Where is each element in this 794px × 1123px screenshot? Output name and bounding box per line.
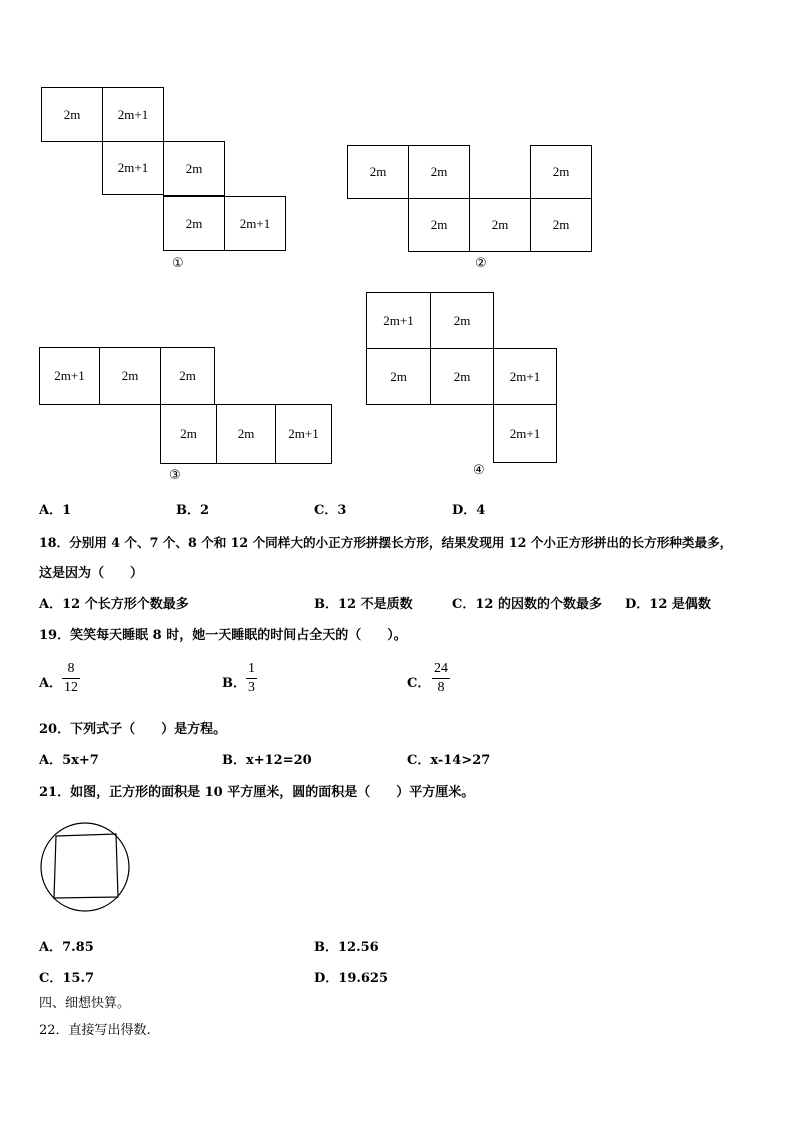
fraction-numerator: 1	[248, 661, 255, 676]
net2-cell-6: 2m	[530, 198, 592, 252]
q19-option-a-fraction	[62, 660, 80, 697]
net3-cell-1: 2m+1	[39, 347, 100, 405]
net2-label: ②	[475, 256, 487, 271]
q19-stem: 19．笑笑每天睡眠 8 时，她一天睡眠的时间占全天的（ ）。	[39, 628, 407, 643]
net3-cell-5: 2m	[216, 404, 276, 464]
q17-option-c: C．3	[314, 503, 347, 518]
net3-cell-3: 2m	[160, 347, 215, 405]
q20-option-b: B．x+12=20	[222, 753, 312, 768]
q18-stem-line1: 18．分别用 4 个、7 个、8 个和 12 个同样大的小正方形拼摆长方形，结果发现用 12 个小正方形拼出的长方形种类最多，	[39, 535, 733, 550]
q17-option-a: A．1	[39, 503, 72, 518]
net3-cell-4: 2m	[160, 404, 217, 464]
q17-option-b: B．2	[176, 503, 210, 518]
q18-option-b: B．12 不是质数	[314, 597, 413, 612]
net1-label: ①	[172, 256, 184, 271]
q19-option-b-letter: B．	[222, 676, 246, 691]
net1-cell-1: 2m	[41, 87, 103, 142]
net2-cell-2: 2m	[408, 145, 470, 199]
q19-option-c-fraction	[432, 660, 450, 697]
q17-option-d: D．4	[452, 503, 486, 518]
fraction-denominator: 3	[248, 680, 255, 695]
q19-option-c-letter: C．	[407, 676, 431, 691]
q21-option-a: A．7.85	[39, 940, 94, 955]
net2-cell-5: 2m	[469, 198, 531, 252]
net3-cell-2: 2m	[99, 347, 161, 405]
fraction-denominator: 8	[437, 680, 445, 695]
net4-cell-1: 2m+1	[366, 292, 431, 349]
square-in-circle-figure	[38, 820, 132, 914]
net2-cell-1: 2m	[347, 145, 409, 199]
fraction-numerator: 8	[67, 661, 75, 676]
q19-option-b-fraction	[246, 660, 257, 697]
q20-stem: 20．下列式子（ ）是方程。	[39, 722, 227, 737]
q22-stem: 22．直接写出得数.	[39, 1023, 151, 1038]
q21-stem: 21．如图，正方形的面积是 10 平方厘米，圆的面积是（ ）平方厘米。	[39, 785, 475, 800]
section-heading: 四、细想快算。	[39, 996, 131, 1011]
net1-cell-5: 2m	[163, 196, 225, 251]
q20-option-c: C．x-14>27	[407, 753, 491, 768]
net1-cell-2: 2m+1	[102, 87, 164, 142]
net4-cell-6: 2m+1	[493, 404, 557, 463]
net4-cell-4: 2m	[430, 348, 494, 405]
q18-option-d: D．12 是偶数	[625, 597, 711, 612]
net4-cell-2: 2m	[430, 292, 494, 349]
q21-option-b: B．12.56	[314, 940, 379, 955]
q18-option-a: A．12 个长方形个数最多	[39, 597, 189, 612]
q19-option-a-letter: A．	[39, 676, 63, 691]
q21-option-d: D．19.625	[314, 971, 389, 986]
net4-cell-3: 2m	[366, 348, 431, 405]
net2-cell-4: 2m	[408, 198, 470, 252]
net1-cell-3: 2m+1	[102, 141, 164, 195]
net3-cell-6: 2m+1	[275, 404, 332, 464]
q21-option-c: C．15.7	[39, 971, 95, 986]
net3-label: ③	[169, 468, 181, 483]
net2-cell-3: 2m	[530, 145, 592, 199]
net1-cell-6: 2m+1	[224, 196, 286, 251]
q20-option-a: A．5x+7	[39, 753, 99, 768]
net1-cell-4: 2m	[163, 141, 225, 196]
net4-cell-5: 2m+1	[493, 348, 557, 405]
fraction-denominator: 12	[64, 680, 78, 695]
q18-option-c: C．12 的因数的个数最多	[452, 597, 602, 612]
fraction-numerator: 24	[434, 661, 448, 676]
q18-stem-line2: 这是因为（ ）	[39, 566, 144, 581]
net4-label: ④	[473, 463, 485, 478]
